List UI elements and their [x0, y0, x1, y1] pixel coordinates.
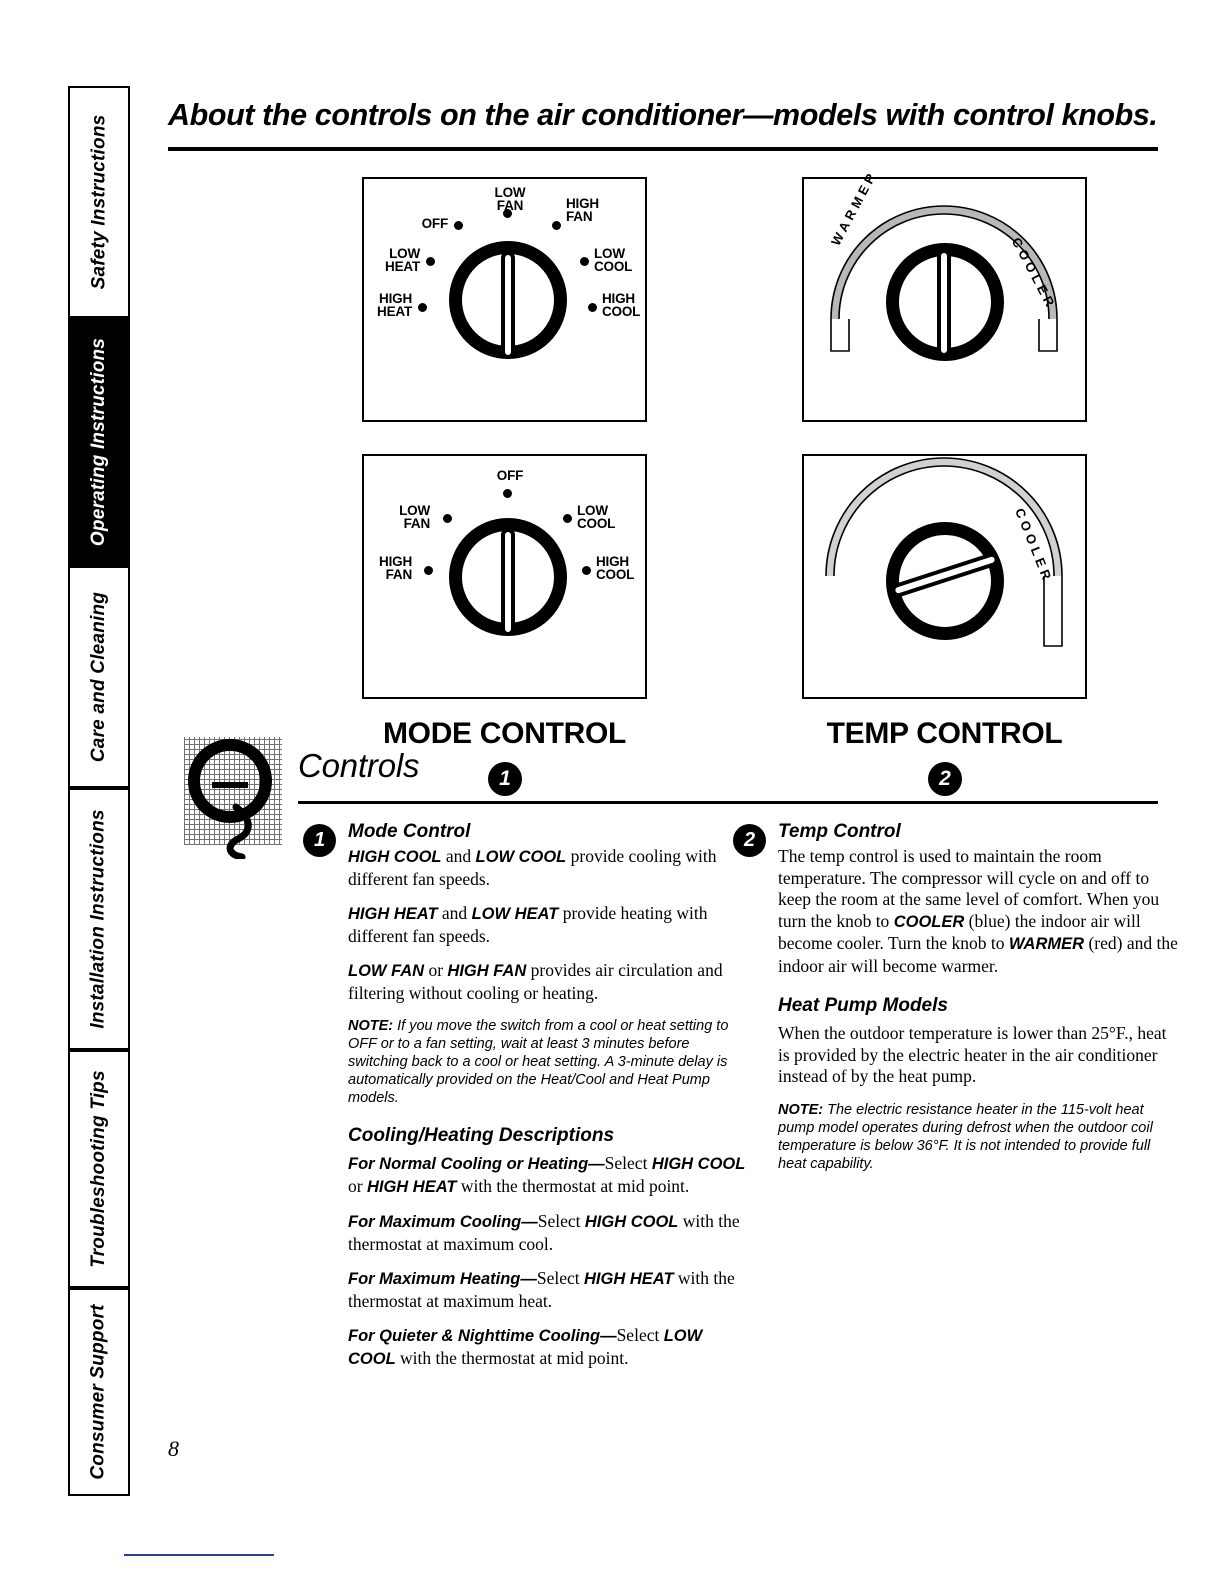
knob-label-high-fan: HIGH FAN	[566, 196, 599, 224]
sidebar-item-safety-instructions[interactable]	[68, 86, 130, 318]
mode-control-paragraph-heat	[348, 903, 748, 947]
desc-text: Select	[616, 1325, 664, 1345]
knob-label-low-heat: LOW HEAT	[385, 246, 420, 274]
term-high-heat: HIGH HEAT	[366, 1177, 457, 1196]
term-high-heat: HIGH HEAT	[584, 1270, 674, 1288]
paragraph-part: (red) and the indoor air will become warmer.	[778, 933, 1178, 976]
description-maximum-cooling	[348, 1211, 748, 1255]
desc-text: with the thermostat at maximum cool.	[348, 1211, 740, 1254]
knob-label-warmer: WARMER	[828, 167, 881, 249]
sidebar-item-label: Troubleshooting Tips	[88, 1070, 109, 1268]
page-number: 8	[168, 1436, 179, 1461]
knob-illustration	[176, 729, 296, 859]
desc-text: Select	[536, 1268, 584, 1288]
desc-text: or	[348, 1175, 367, 1196]
position-dot-low-cool	[580, 257, 589, 266]
knob-label-high-cool: HIGH COOL	[602, 291, 641, 319]
term-high-cool: HIGH COOL	[584, 1213, 679, 1231]
controls-section-header	[168, 741, 1158, 821]
page-content	[168, 86, 1178, 1506]
description-normal-cooling-heating	[348, 1153, 748, 1198]
mode-control-subheading: Mode Control	[348, 821, 471, 842]
callout-number-1: 1	[488, 762, 522, 796]
conjunction: or	[424, 960, 448, 980]
term-low-cool: LOW COOL	[348, 1327, 703, 1368]
temp-control-subheading: Temp Control	[778, 821, 901, 842]
term-high-cool: HIGH COOL	[651, 1155, 746, 1173]
term-high-heat: HIGH HEAT	[348, 905, 438, 923]
sidebar-item-troubleshooting-tips[interactable]	[68, 1050, 130, 1288]
conjunction: and	[441, 846, 476, 866]
knob-label-off: OFF	[421, 216, 448, 231]
sidebar-item-label: Consumer Support	[88, 1304, 110, 1480]
paragraph-tail: provide cooling with different fan speeds.	[348, 846, 717, 889]
term-low-cool: LOW COOL	[475, 848, 567, 866]
sidebar-item-consumer-support[interactable]	[68, 1288, 130, 1496]
callout-number-2: 2	[928, 762, 962, 796]
position-dot-low-fan	[443, 514, 452, 523]
sidebar-item-label: Care and Cleaning	[88, 591, 109, 763]
sidebar-item-label: Operating Instructions	[88, 337, 110, 547]
note-text: The electric resistance heater in the 115-volt heat pump model operates during defrost when the outdoor coil temperature is below 36°F. It is not intended to provide full heat capability.	[778, 1101, 1153, 1172]
temp-control-diagram-warmer-cooler	[802, 167, 1087, 422]
description-maximum-heating	[348, 1268, 748, 1312]
term-high-fan: HIGH FAN	[447, 962, 527, 980]
mode-control-diagram-coolonly	[362, 454, 647, 699]
knob-label-high-heat: HIGH HEAT	[377, 291, 412, 319]
heat-pump-models-subheading: Heat Pump Models	[778, 995, 948, 1016]
footer-rule	[124, 1554, 274, 1556]
position-dot-low-cool	[563, 514, 572, 523]
mode-control-caption: MODE CONTROL	[382, 717, 627, 750]
desc-text: Select	[537, 1211, 585, 1231]
sidebar-item-operating-instructions[interactable]	[68, 318, 130, 566]
term-low-heat: LOW HEAT	[471, 905, 559, 923]
description-quieter-nighttime-cooling	[348, 1325, 748, 1370]
knob-label-cooler: COOLER	[1008, 235, 1060, 313]
temp-control-paragraph	[778, 846, 1178, 977]
knob-label-cooler: COOLER	[1012, 506, 1056, 586]
sidebar-item-care-and-cleaning[interactable]	[68, 566, 130, 788]
knob-pointer	[937, 249, 951, 357]
sidebar-item-label: Safety Instructions	[88, 114, 109, 290]
sidebar-item-label: Installation Instructions	[88, 809, 109, 1029]
position-dot-low-heat	[426, 257, 435, 266]
mode-control-text-column	[348, 821, 748, 1383]
knob-label-low-cool: LOW COOL	[577, 503, 616, 531]
position-dot-off	[503, 489, 512, 498]
mode-control-note	[348, 1017, 748, 1107]
sidebar-item-installation-instructions[interactable]	[68, 788, 130, 1050]
callout-marker-1: 1	[303, 824, 336, 857]
knob-label-high-fan: HIGH FAN	[379, 554, 412, 582]
desc-label: For Normal Cooling or Heating—	[348, 1155, 605, 1173]
temp-control-diagram-cooler	[802, 454, 1087, 699]
knob-label-low-cool: LOW COOL	[594, 246, 633, 274]
mode-control-paragraph-fan	[348, 960, 748, 1004]
position-dot-high-fan	[552, 221, 561, 230]
mode-control-diagram-heatcool	[362, 177, 647, 422]
note-label: NOTE:	[348, 1018, 394, 1034]
knob-pointer	[501, 528, 515, 636]
paragraph-tail: provides air circulation and filtering without cooling or heating.	[348, 960, 723, 1003]
term-cooler: COOLER	[893, 912, 965, 931]
knob-label-low-fan: LOW FAN	[494, 185, 526, 213]
paragraph-part: The temp control is used to maintain the room temperature. The compressor will cycle on and off to keep the room at the same level of comfort. When you turn the knob to	[778, 846, 1160, 931]
knob-sketch-icon	[176, 729, 296, 859]
desc-text: with the thermostat at mid point.	[395, 1347, 629, 1368]
knob-label-high-cool: HIGH COOL	[596, 554, 635, 582]
knob-label-low-fan: LOW FAN	[399, 503, 430, 531]
desc-text: Select	[604, 1153, 652, 1173]
mode-control-paragraph-cool	[348, 846, 748, 890]
callout-marker-2: 2	[733, 824, 766, 857]
desc-text: with the thermostat at maximum heat.	[348, 1268, 735, 1311]
knob-pointer	[501, 251, 515, 359]
position-dot-high-fan	[424, 566, 433, 575]
position-dot-high-cool	[582, 566, 591, 575]
cooling-heating-descriptions-subheading: Cooling/Heating Descriptions	[348, 1125, 615, 1146]
desc-label: For Quieter & Nighttime Cooling—	[348, 1327, 617, 1345]
knob-label-off: OFF	[496, 468, 524, 483]
sidebar-tabs	[68, 86, 130, 1496]
term-warmer: WARMER	[1008, 935, 1085, 953]
conjunction: and	[437, 903, 472, 923]
heat-pump-paragraph: When the outdoor temperature is lower than 25°F., heat is provided by the electric heater in the air conditioner instead of by the heat pump.	[778, 1023, 1167, 1086]
temp-control-caption: TEMP CONTROL	[826, 717, 1063, 750]
section-divider	[298, 801, 1158, 804]
note-text: If you move the switch from a cool or heat setting to OFF or to a fan setting, wait at least 3 minutes before switching back to a cool or heat setting. A 3-minute delay is automatically provided on the Heat/Cool and Heat Pump models.	[348, 1018, 729, 1106]
position-dot-high-heat	[418, 303, 427, 312]
term-low-fan: LOW FAN	[348, 962, 425, 980]
desc-text: with the thermostat at mid point.	[456, 1175, 690, 1196]
controls-heading: Controls	[298, 747, 420, 784]
position-dot-off	[454, 221, 463, 230]
temp-control-text-column	[778, 821, 1178, 1186]
paragraph-tail: provide heating with different fan speeds.	[348, 903, 708, 946]
heat-pump-note	[778, 1101, 1178, 1173]
term-high-cool: HIGH COOL	[348, 848, 442, 866]
desc-label: For Maximum Cooling—	[348, 1213, 538, 1231]
page-title: About the controls on the air conditioner—models with control knobs.	[168, 98, 1158, 151]
position-dot-high-cool	[588, 303, 597, 312]
note-label: NOTE:	[778, 1101, 824, 1118]
desc-label: For Maximum Heating—	[348, 1270, 537, 1288]
paragraph-part: (blue) the indoor air will become cooler. Turn the knob to	[778, 910, 1141, 953]
